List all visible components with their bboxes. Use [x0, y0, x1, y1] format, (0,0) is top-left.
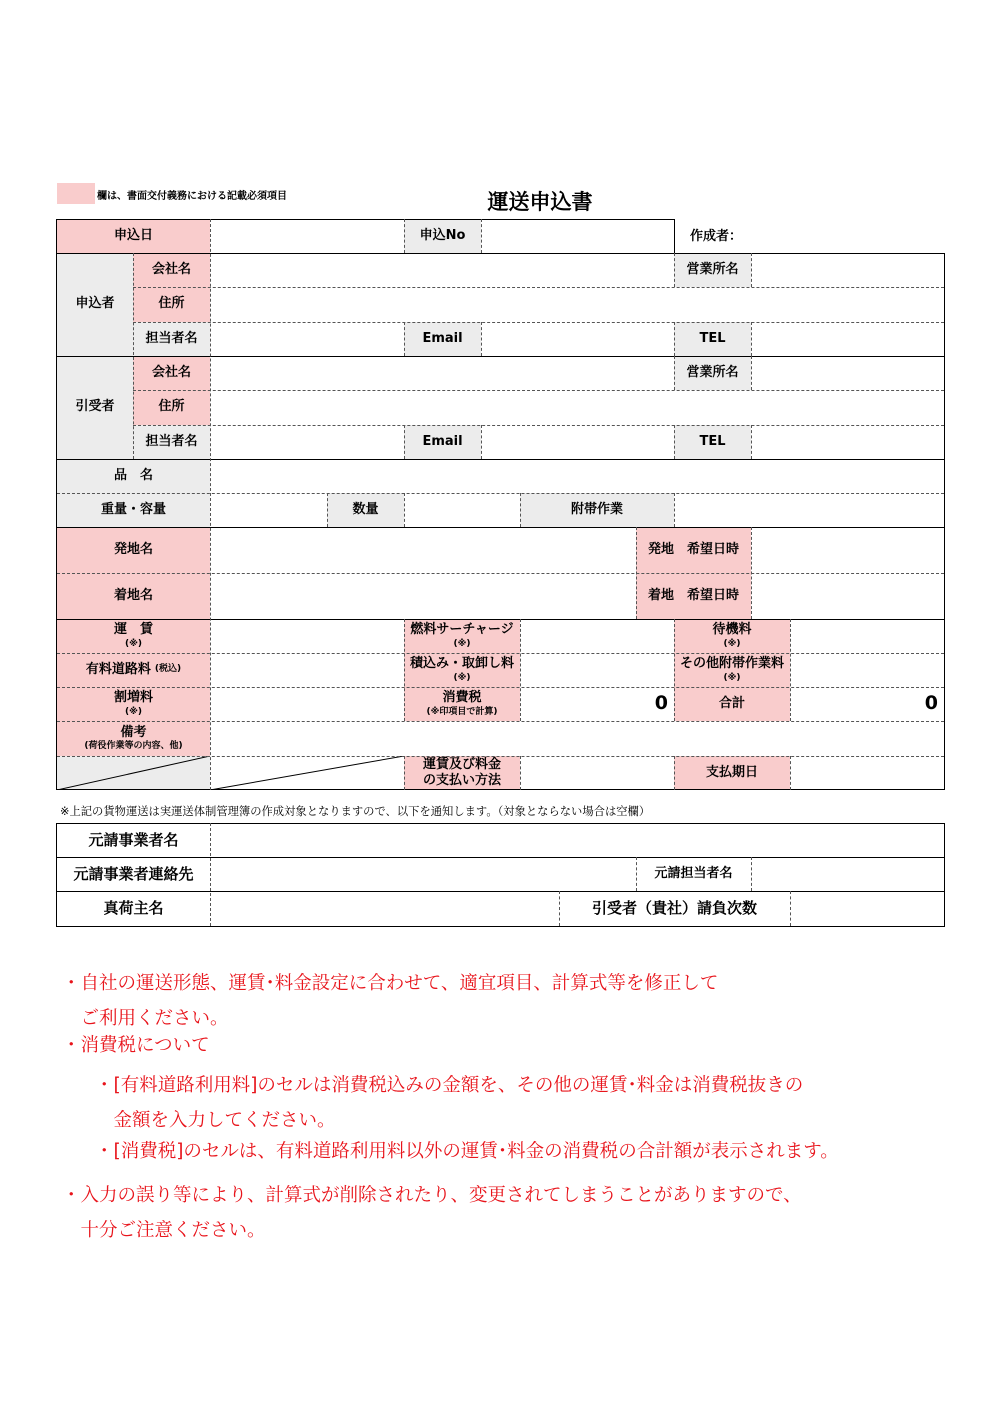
- rule: [751, 857, 752, 891]
- dest-time-label: 着地 希望日時: [636, 573, 751, 619]
- rule: [56, 891, 945, 892]
- rule: [56, 857, 945, 858]
- extra-work-label: 附帯作業: [520, 493, 674, 527]
- payment-due-label: 支払期日: [674, 756, 790, 790]
- item-label: 品 名: [57, 459, 210, 493]
- contractor-person-label: 元請担当者名: [654, 865, 733, 881]
- rule: [210, 823, 211, 926]
- toll-label-text: 有料道路料: [85, 661, 151, 677]
- applicant-label: 申込者: [57, 253, 133, 356]
- note-line-1: ・自社の運送形態、運賃･料金設定に合わせて、適宜項目、計算式等を修正して ご利用ください。: [62, 973, 719, 1029]
- notice-text: ※上記の貨物運送は実運送体制管理簿の作成対象となりますので、以下を通知します。（対象とならない場合は空欄）: [60, 805, 651, 818]
- fare-note: (※): [125, 638, 142, 649]
- remarks-label-text: 備考: [120, 724, 147, 740]
- receiver-contact-label: 担当者名: [133, 425, 210, 459]
- rule: [56, 926, 945, 927]
- receiver-company-label: 会社名: [133, 356, 210, 390]
- receiver-email-label: Email: [404, 425, 481, 459]
- page-title: 運送申込書: [487, 190, 593, 214]
- receiver-tel-label: TEL: [674, 425, 751, 459]
- rule: [559, 891, 560, 926]
- rule: [56, 823, 945, 824]
- applicant-address-label: 住所: [133, 287, 210, 322]
- fuel-note: (※): [453, 638, 471, 649]
- applicant-contact-label: 担当者名: [133, 322, 210, 356]
- tax-value: 0: [654, 692, 668, 715]
- weight-label: 重量・容量: [57, 493, 210, 527]
- receiver-address-label: 住所: [133, 390, 210, 425]
- dest-label: 着地名: [57, 573, 210, 619]
- tax-note: (※印項目で計算): [426, 706, 498, 717]
- applicant-office-label: 営業所名: [674, 253, 751, 287]
- wait-note: (※): [723, 638, 741, 649]
- contractor-contact-label: 元請事業者連絡先: [73, 864, 194, 883]
- remarks-note: (荷役作業等の内容、他): [84, 741, 183, 751]
- note-line-5: ・入力の誤り等により、計算式が削除されたり、変更されてしまうことがありますので、 十分ご注意ください。: [62, 1185, 802, 1241]
- contractor-name-field[interactable]: [210, 823, 944, 857]
- total-label: 合計: [674, 687, 790, 721]
- contractor-person-field[interactable]: [751, 857, 944, 891]
- surcharge-note: (※): [125, 706, 142, 717]
- rule: [56, 823, 57, 926]
- applicant-tel-label: TEL: [674, 322, 751, 356]
- loading-label-text: 積込み・取卸し料: [409, 656, 514, 672]
- applicant-company-label: 会社名: [133, 253, 210, 287]
- other-work-label-text: その他附帯作業料: [679, 656, 784, 672]
- origin-label: 発地名: [57, 527, 210, 573]
- note-line-4: ・[消費税]のセルは、有料道路利用料以外の運賃･料金の消費税の合計額が表示されます。: [95, 1141, 839, 1162]
- loading-note: (※): [453, 672, 471, 683]
- legend-text: 欄は、書面交付義務における記載必須項目: [97, 191, 287, 202]
- fuel-label-text: 燃料サーチャージ: [410, 622, 514, 638]
- applicant-email-label: Email: [404, 322, 481, 356]
- tier-field[interactable]: [790, 891, 944, 926]
- wait-label-text: 待機料: [712, 622, 752, 638]
- shipper-label: 真荷主名: [103, 899, 164, 918]
- origin-time-label: 発地 希望日時: [636, 527, 751, 573]
- rule: [944, 823, 945, 926]
- receiver-label: 引受者: [57, 356, 133, 459]
- tier-label: 引受者（貴社）請負次数: [591, 899, 757, 918]
- total-value: 0: [924, 692, 938, 715]
- rule: [636, 857, 637, 891]
- note-line-2: ・消費税について: [62, 1035, 210, 1056]
- note-line-3: ・[有料道路利用料]のセルは消費税込みの金額を、その他の運賃･料金は消費税抜きの 金額を入力してください。: [95, 1075, 804, 1131]
- surcharge-label-text: 割増料: [113, 690, 153, 706]
- toll-note: (税込): [154, 664, 182, 675]
- qty-label: 数量: [327, 493, 404, 527]
- contractor-name-label: 元請事業者名: [88, 830, 179, 849]
- date-label: 申込日: [57, 219, 210, 253]
- other-work-note: (※): [723, 672, 741, 683]
- no-label: 申込No: [404, 219, 481, 253]
- payment-method-label-text: 運賃及び料金の支払い方法: [422, 756, 501, 788]
- shipper-field[interactable]: [210, 891, 559, 926]
- tax-label-text: 消費税: [442, 690, 482, 706]
- contractor-contact-field[interactable]: [210, 857, 636, 891]
- rule: [790, 891, 791, 926]
- receiver-office-label: 営業所名: [674, 356, 751, 390]
- fare-label-text: 運 賃: [113, 622, 153, 638]
- creator-label: 作成者：: [690, 228, 743, 244]
